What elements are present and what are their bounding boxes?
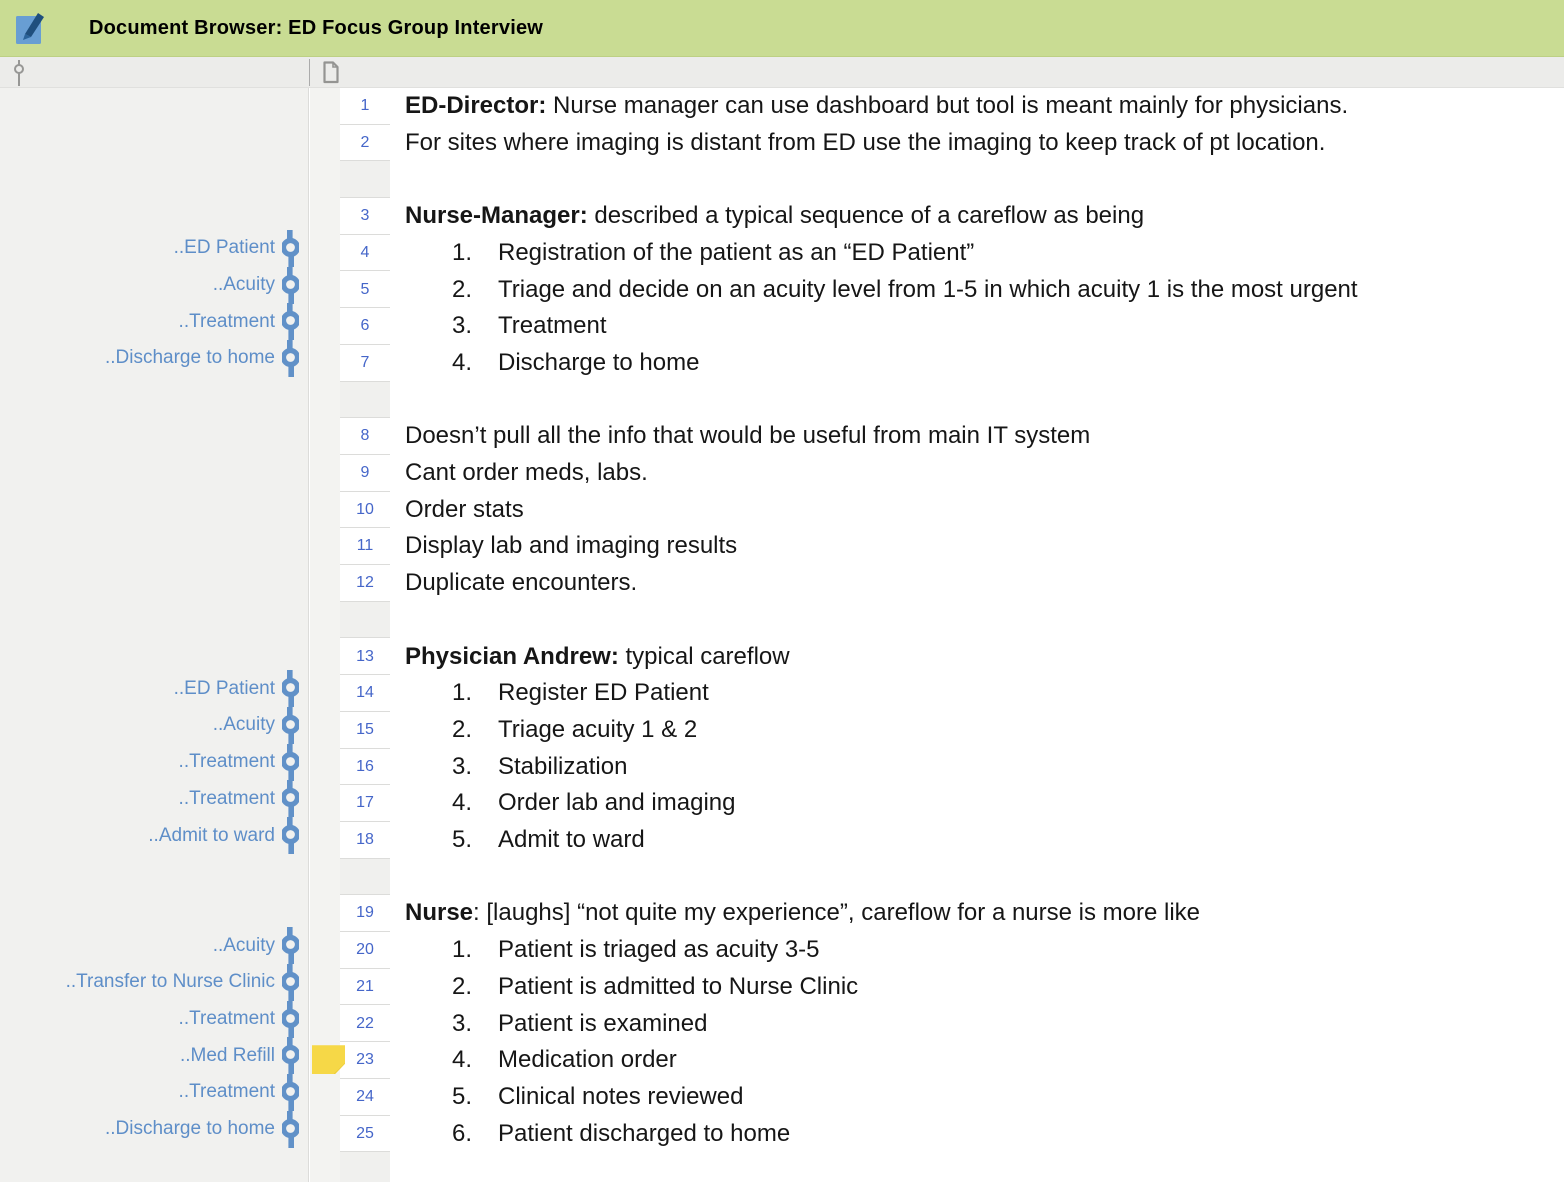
document-line[interactable] (390, 712, 1564, 749)
list-number: 4. (452, 789, 473, 817)
document-line[interactable] (390, 1116, 1564, 1153)
line-text: Patient is triaged as acuity 3-5 (498, 936, 820, 964)
coding-stripe-icon[interactable] (12, 60, 26, 86)
line-text: Duplicate encounters. (405, 569, 638, 597)
coding-stripe-icon[interactable] (282, 744, 299, 781)
coding-stripe-icon[interactable] (282, 1037, 299, 1074)
coded-segment[interactable] (213, 927, 299, 964)
line-number-cell (340, 895, 390, 932)
coded-segments-sidebar (0, 88, 309, 1182)
window-title-bar (0, 0, 1564, 57)
code-label[interactable]: ..Acuity (212, 274, 275, 295)
line-number-column (340, 88, 390, 1182)
line-number: 2 (360, 133, 370, 151)
coding-stripe-icon[interactable] (282, 817, 299, 854)
document-content-area (0, 88, 1564, 1182)
line-number: 22 (356, 1014, 374, 1032)
document-line[interactable] (390, 785, 1564, 822)
list-number: 1. (452, 238, 473, 266)
line-number: 17 (356, 794, 374, 812)
code-label[interactable]: ..Acuity (212, 934, 275, 956)
list-number: 3. (452, 1009, 473, 1037)
blank-line-cell (340, 602, 390, 639)
list-number: 5. (452, 1082, 473, 1110)
coding-stripe-icon[interactable] (282, 267, 299, 304)
coding-stripe-icon[interactable] (282, 340, 299, 377)
line-number-cell (340, 1006, 390, 1043)
list-number: 2. (452, 972, 473, 1000)
document-line (390, 859, 1564, 896)
line-number-cell (340, 822, 390, 859)
document-line (390, 602, 1564, 639)
code-label[interactable]: ..Treatment (178, 787, 275, 809)
line-text: Treatment (498, 312, 607, 340)
code-label[interactable]: ..ED Patient (173, 677, 275, 699)
line-text: Doesn’t pull all the info that would be useful from main IT system (405, 422, 1091, 450)
document-line[interactable] (390, 822, 1564, 859)
browser-toolbar (0, 57, 1564, 88)
code-label[interactable]: ..Transfer to Nurse Clinic (65, 971, 275, 993)
list-number: 3. (452, 312, 473, 340)
coded-segment[interactable] (179, 744, 299, 781)
line-text: Nurse manager can use dashboard but tool is meant mainly for physicians. (546, 92, 1349, 119)
list-number: 2. (452, 715, 473, 743)
list-number: 4. (452, 1046, 473, 1074)
document-line[interactable] (390, 639, 1564, 676)
blank-line-cell (340, 161, 390, 198)
blank-line-cell (340, 1152, 390, 1182)
line-number: 9 (360, 464, 370, 481)
document-line[interactable] (390, 932, 1564, 969)
coded-segment[interactable] (213, 707, 299, 744)
line-number: 15 (356, 720, 374, 738)
coding-stripe-icon[interactable] (282, 1074, 299, 1111)
code-label[interactable]: ..Admit to ward (148, 824, 275, 846)
line-number: 12 (356, 574, 374, 592)
line-number-cell (340, 235, 390, 272)
line-number-cell (340, 785, 390, 822)
line-number-cell (340, 88, 390, 125)
code-label[interactable]: ..Discharge to home (104, 347, 275, 369)
document-line[interactable] (390, 235, 1564, 272)
line-text: Patient discharged to home (498, 1119, 791, 1147)
code-label[interactable]: ..Discharge to home (104, 1118, 275, 1140)
document-line (390, 382, 1564, 419)
line-text: Display lab and imaging results (405, 532, 738, 560)
blank-line-cell (340, 859, 390, 896)
coded-segment[interactable] (66, 964, 299, 1001)
line-text: Registration of the patient as an “ED Patient” (498, 238, 975, 266)
line-number-cell (340, 418, 390, 455)
line-number-cell (340, 1116, 390, 1153)
coded-segment[interactable] (148, 817, 299, 854)
coding-stripe-icon[interactable] (282, 670, 299, 707)
code-label[interactable]: ..Treatment (178, 751, 275, 773)
line-number-cell (340, 125, 390, 162)
line-number: 19 (356, 904, 374, 922)
line-text: typical careflow (618, 642, 790, 670)
code-label[interactable]: ..Treatment (178, 1081, 275, 1103)
blank-line-cell (340, 382, 390, 419)
document-line[interactable] (390, 1079, 1564, 1116)
document-line[interactable] (390, 88, 1564, 125)
line-number: 21 (356, 977, 374, 995)
line-number: 5 (360, 280, 370, 298)
document-icon[interactable] (322, 61, 340, 84)
document-edit-icon (13, 9, 47, 47)
document-line[interactable] (390, 345, 1564, 382)
line-text: Medication order (498, 1046, 677, 1074)
line-text: Triage and decide on an acuity level from 1-5 in which acuity 1 is the most urgent (498, 275, 1358, 303)
document-line[interactable] (390, 1042, 1564, 1079)
line-number: 23 (356, 1051, 374, 1069)
coded-segment[interactable] (105, 340, 299, 377)
document-text-column[interactable] (390, 88, 1564, 1182)
speaker-name: Physician Andrew: (405, 642, 619, 670)
coding-stripe-icon[interactable] (282, 780, 299, 817)
coding-stripe-icon[interactable] (282, 230, 299, 267)
line-text: Discharge to home (498, 348, 700, 376)
line-number: 16 (356, 757, 374, 775)
line-number: 7 (360, 353, 370, 371)
speaker-name: ED-Director: (405, 92, 547, 119)
line-text: Patient is admitted to Nurse Clinic (498, 972, 859, 1000)
coded-segment[interactable] (174, 230, 299, 267)
line-text: Cant order meds, labs. (405, 459, 648, 486)
line-text: Order stats (405, 495, 524, 523)
line-text: Admit to ward (498, 826, 645, 853)
list-number: 6. (452, 1119, 473, 1147)
document-line[interactable] (390, 198, 1564, 235)
coded-segment[interactable] (105, 1111, 299, 1148)
coding-stripe-icon[interactable] (282, 303, 299, 340)
line-number-cell (340, 492, 390, 529)
window-title: Document Browser: ED Focus Group Interview (89, 16, 544, 39)
document-line[interactable] (390, 528, 1564, 565)
coded-segment[interactable] (179, 1074, 299, 1111)
line-number-cell (340, 749, 390, 786)
document-line[interactable] (390, 895, 1564, 932)
coding-stripe-icon[interactable] (282, 707, 299, 744)
speaker-name: Nurse-Manager: (405, 202, 588, 230)
line-number: 18 (356, 831, 374, 848)
line-number: 3 (360, 207, 370, 225)
line-text: : [laughs] “not quite my experience”, careflow for a nurse is more like (473, 899, 1201, 927)
coded-segment[interactable] (180, 1037, 299, 1074)
line-number-cell (340, 308, 390, 345)
code-label[interactable]: ..ED Patient (173, 237, 275, 259)
coded-segment[interactable] (213, 267, 299, 304)
coded-segment[interactable] (179, 1001, 299, 1038)
line-number-cell (340, 528, 390, 565)
document-line (390, 161, 1564, 198)
coding-stripe-icon[interactable] (282, 964, 299, 1001)
line-text: Clinical notes reviewed (498, 1082, 744, 1110)
line-number: 13 (356, 647, 374, 665)
list-number: 4. (452, 348, 473, 376)
list-number: 5. (452, 826, 473, 853)
list-number: 2. (452, 275, 473, 303)
line-number-cell (340, 272, 390, 309)
document-line[interactable] (390, 272, 1564, 309)
document-line[interactable] (390, 749, 1564, 786)
line-number-cell (340, 1079, 390, 1116)
line-text: Patient is examined (498, 1009, 708, 1037)
line-text: described a typical sequence of a careflow as being (587, 202, 1145, 230)
line-text: Register ED Patient (498, 679, 709, 707)
line-number-cell (340, 1042, 390, 1079)
line-text: Order lab and imaging (498, 789, 736, 817)
line-text: Stabilization (498, 752, 628, 780)
line-number: 10 (356, 500, 374, 518)
document-line[interactable] (390, 675, 1564, 712)
line-number-cell (340, 969, 390, 1006)
list-number: 1. (452, 679, 473, 707)
line-number: 24 (356, 1087, 374, 1105)
line-number-cell (340, 675, 390, 712)
code-label[interactable]: ..Acuity (212, 714, 275, 736)
document-line[interactable] (390, 125, 1564, 162)
document-line[interactable] (390, 418, 1564, 455)
speaker-name: Nurse (405, 899, 474, 927)
document-line[interactable] (390, 969, 1564, 1006)
line-text: For sites where imaging is distant from ED use the imaging to keep track of pt location. (405, 128, 1326, 156)
document-line[interactable] (390, 455, 1564, 492)
line-number-cell (340, 932, 390, 969)
line-number-cell (340, 198, 390, 235)
code-label[interactable]: ..Med Refill (179, 1044, 275, 1066)
coding-stripe-icon[interactable] (282, 1111, 299, 1148)
document-line[interactable] (390, 492, 1564, 529)
line-number: 6 (360, 317, 370, 335)
line-number-cell (340, 712, 390, 749)
line-number: 25 (356, 1124, 374, 1142)
document-line[interactable] (390, 565, 1564, 602)
line-number-cell (340, 455, 390, 492)
code-label[interactable]: ..Treatment (178, 1008, 275, 1029)
line-number: 1 (360, 97, 370, 114)
line-text: Triage acuity 1 & 2 (498, 715, 698, 743)
coded-segment[interactable] (174, 670, 299, 707)
line-number-cell (340, 639, 390, 676)
list-number: 3. (452, 752, 473, 780)
document-line (390, 1152, 1564, 1182)
line-number: 20 (356, 941, 374, 959)
toolbar-divider (309, 59, 310, 86)
line-number: 11 (356, 537, 374, 555)
line-number: 8 (360, 427, 370, 445)
coding-stripe-icon[interactable] (282, 1001, 299, 1038)
coded-segment[interactable] (179, 303, 299, 340)
line-number: 4 (360, 243, 370, 261)
code-label[interactable]: ..Treatment (178, 310, 275, 332)
memo-gutter (310, 88, 340, 1182)
line-number: 14 (356, 684, 374, 702)
coding-stripe-icon[interactable] (282, 927, 299, 964)
line-number-cell (340, 345, 390, 382)
list-number: 1. (452, 936, 473, 964)
coded-segment[interactable] (179, 780, 299, 817)
line-number-cell (340, 565, 390, 602)
document-line[interactable] (390, 1006, 1564, 1043)
document-line[interactable] (390, 308, 1564, 345)
